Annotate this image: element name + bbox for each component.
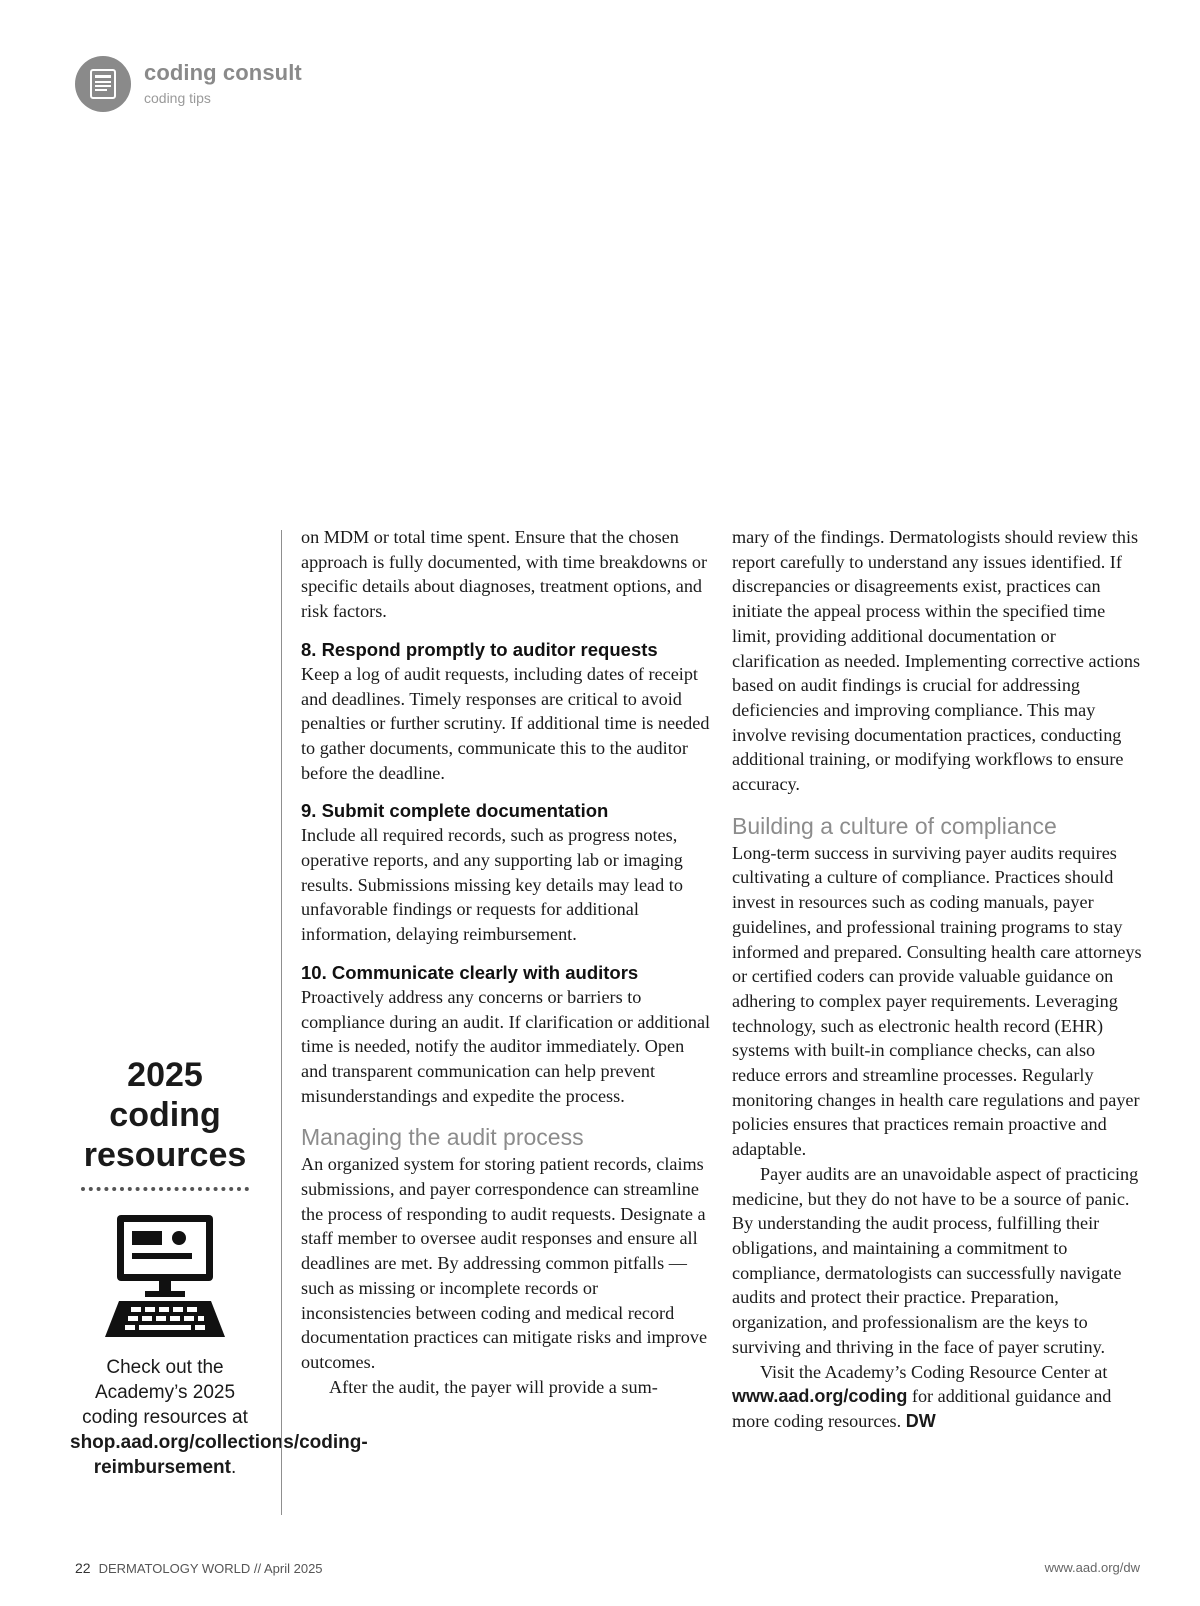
article-column-1 bbox=[301, 525, 711, 1399]
paragraph: Long-term success in surviving payer audits requires cultivating a culture of compliance. Practices should invest in resources such as coding manuals, payer guidelines, and professional training programs to stay informed and prepared. Consulting health care attorneys or certified coders can provide valuable guidance on adhering to complex payer requirements. Leveraging technology, such as electronic health record (EHR) systems with built-in compliance checks, can also reduce errors and streamline processes. Regularly monitoring changes in health care regulations and payer policies ensures that practices remain proactive and adaptable. bbox=[732, 842, 1142, 1160]
paragraph: Proactively address any concerns or barriers to compliance during an audit. If clarification or additional time is needed, notify the auditor immediately. Open and transparent communication can help prevent misunderstandings and expedite the process. bbox=[301, 986, 711, 1106]
document-icon bbox=[75, 56, 131, 112]
subheading-step-8: 8. Respond promptly to auditor requests bbox=[301, 638, 658, 660]
paragraph: An organized system for storing patient records, claims submissions, and payer correspondence can streamline the process of responding to audit requests. Designate a staff member to oversee audit responses and ensure all deadlines are met. By addressing common pitfalls — such as missing or incomplete records or inconsistencies between coding and medical record documentation practices can mitigate risks and improve outcomes. bbox=[301, 1154, 708, 1372]
paragraph: mary of the findings. Dermatologists should review this report carefully to understand any issues identified. If discrepancies or disagreements exist, practices can initiate the appeal process within the specified time limit, providing additional documentation or clarification as needed. Implementing corrective actions based on audit findings is crucial for addressing deficiencies and improving compliance. This may involve revising documentation practices, conducting additional training, or modifying workflows to ensure accuracy. bbox=[732, 527, 1141, 795]
subheading-step-10: 10. Communicate clearly with auditors bbox=[301, 961, 639, 983]
paragraph: After the audit, the payer will provide a sum- bbox=[329, 1376, 658, 1397]
sidebar-title: 2025 coding resources bbox=[83, 1056, 247, 1174]
sidebar-callout bbox=[70, 1055, 368, 1480]
paragraph: on MDM or total time spent. Ensure that the chosen approach is fully documented, with time breakdowns or specific details about diagnoses, treatment options, and risk factors. bbox=[301, 527, 708, 622]
subheading-step-9: 9. Submit complete documentation bbox=[301, 800, 609, 822]
column-divider bbox=[281, 530, 282, 1515]
paragraph: Payer audits are an unavoidable aspect of practicing medicine, but they do not have to be a source of panic. By understanding the audit process, fulfilling their obligations, and maintaining a commitment to compliance, dermatologists can successfully navigate audits and protect their practice. Preparation, organization, and professionalism are the keys to surviving and thriving in the face of payer scrutiny. bbox=[732, 1163, 1139, 1357]
section-subtitle: coding tips bbox=[144, 90, 211, 106]
page-number: 22 bbox=[75, 1560, 91, 1576]
paragraph-visit: Visit the Academy’s Coding Resource Center at www.aad.org/coding for additional guidance and more coding resources. DW bbox=[732, 1361, 1112, 1431]
resources-link[interactable]: shop.aad.org/collections/coding-reimbursement bbox=[70, 1432, 368, 1478]
paragraph: Keep a log of audit requests, including dates of receipt and deadlines. Timely responses are critical to avoid penalties or further scrutiny. If additional time is needed to gather documents, communicate this to the auditor before the deadline. bbox=[301, 663, 710, 783]
coding-link[interactable]: www.aad.org/coding bbox=[732, 1386, 908, 1407]
computer-icon bbox=[95, 1213, 235, 1339]
paragraph: Include all required records, such as progress notes, operative reports, and any supporting lab or imaging results. Submissions missing key details may lead to unfavorable findings or requests for additional information, delaying reimbursement. bbox=[301, 825, 683, 945]
dotted-divider bbox=[81, 1187, 249, 1191]
signoff: DW bbox=[905, 1410, 936, 1431]
article-column-2 bbox=[732, 525, 1142, 1434]
publication-name: DERMATOLOGY WORLD // April 2025 bbox=[98, 1561, 323, 1576]
section-title: coding consult bbox=[144, 60, 302, 85]
footer-website[interactable]: www.aad.org/dw bbox=[1044, 1560, 1140, 1575]
heading-managing-audit: Managing the audit process bbox=[301, 1124, 584, 1151]
heading-culture-compliance: Building a culture of compliance bbox=[732, 812, 1057, 839]
sidebar-text: Check out the Academy’s 2025 coding resources at shop.aad.org/collections/coding-reimbursement. bbox=[70, 1357, 368, 1478]
footer-publication bbox=[75, 1560, 323, 1576]
